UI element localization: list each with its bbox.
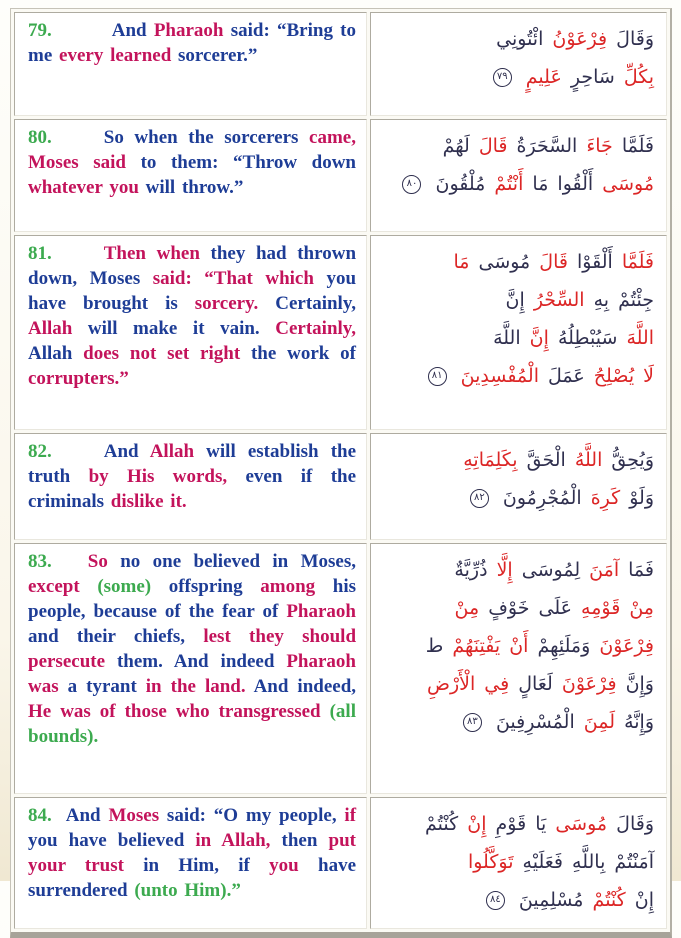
ayah-end-marker: ٨٤: [486, 891, 505, 910]
text-segment: in Allah,: [195, 830, 271, 851]
text-segment: except: [28, 576, 80, 597]
text-segment: He was of those who transgressed: [28, 701, 321, 722]
arabic-word-segment: سَاحِرٍ: [570, 66, 615, 88]
arabic-word-segment: إِنْ: [467, 813, 487, 835]
text-segment: said: “That which: [152, 268, 314, 289]
tab-indent: [52, 820, 66, 821]
text-segment: Pharaoh: [286, 601, 357, 622]
arabic-word-segment: فِرْعَوْنَ: [599, 635, 654, 657]
text-segment: in Him, if: [143, 855, 250, 876]
text-segment: will make it vain.: [87, 318, 260, 339]
arabic-word-segment: أَنْتُمْ: [494, 173, 524, 195]
text-segment: will establish the truth: [28, 441, 357, 487]
arabic-word-segment: أَلْقَوْا: [577, 251, 613, 273]
arabic-word-segment: جَاءَ: [586, 135, 613, 157]
text-segment: lest they should persecute: [28, 626, 357, 672]
arabic-word-segment: أَنْ يَفْتِنَهُمْ: [452, 635, 529, 657]
arabic-verse-text: [379, 243, 654, 395]
text-segment: Certainly,: [275, 318, 356, 339]
arabic-word-segment: مُلْقُونَ: [435, 173, 486, 195]
tab-indent: [52, 456, 104, 457]
text-segment: will throw.”: [145, 177, 244, 198]
text-segment: Allah: [149, 441, 195, 462]
english-verse-text: [28, 439, 356, 514]
arabic-word-segment: وَلَوْ: [629, 487, 654, 509]
text-segment: every learned: [59, 45, 172, 66]
arabic-word-segment: فِرْعَوْنُ: [552, 28, 608, 50]
text-segment: you: [269, 855, 299, 876]
text-segment: Allah: [28, 343, 73, 364]
verse-number: 81.: [28, 243, 52, 264]
arabic-word-segment: قَالَ: [478, 135, 508, 157]
arabic-word-segment: مُوسَى: [602, 173, 654, 195]
text-segment: (all bounds).: [28, 701, 356, 747]
arabic-verse-cell: [370, 543, 667, 794]
arabic-word-segment: فِرْعَوْنَ: [561, 673, 617, 695]
arabic-word-segment: مِنْ قَوْمِهِ: [581, 597, 654, 619]
arabic-word-segment: بِكُلِّ: [623, 66, 654, 88]
arabic-verse-cell: [370, 433, 667, 540]
text-segment: among: [260, 576, 316, 597]
text-segment: Certainly,: [275, 293, 357, 314]
arabic-word-segment: جِئْتُمْ بِهِ: [593, 289, 654, 311]
text-segment: Then when: [103, 243, 200, 264]
verse-row-82: [14, 433, 667, 540]
text-segment: (some): [97, 576, 152, 597]
ayah-end-marker: ٨٠: [402, 175, 421, 194]
arabic-word-segment: لِمُوسَى: [521, 559, 581, 581]
text-segment: in the land.: [145, 676, 246, 697]
english-verse-text: [28, 125, 356, 200]
arabic-word-segment: لَمِنَ: [583, 711, 616, 733]
english-translation-cell: [14, 797, 367, 929]
tab-indent: [52, 142, 104, 143]
arabic-word-segment: كَرِهَ: [590, 487, 621, 509]
arabic-word-segment: وَإِنَّ: [625, 673, 654, 695]
arabic-word-segment: الْحَقَّ: [526, 449, 566, 471]
verse-number: 79.: [28, 20, 52, 41]
arabic-word-segment: مُوسَى: [555, 813, 608, 835]
arabic-word-segment: سَيُبْطِلُهُ: [557, 327, 618, 349]
tab-indent: [52, 35, 112, 36]
arabic-word-segment: اللَّهَ: [626, 327, 654, 349]
ayah-end-marker: ٨١: [428, 367, 447, 386]
english-translation-cell: [14, 235, 367, 430]
english-verse-text: [28, 549, 356, 749]
arabic-word-segment: الْمُسْرِفِينَ: [495, 711, 575, 733]
ayah-end-marker: ٨٣: [463, 713, 482, 732]
arabic-word-segment: كُنْتُمْ: [425, 813, 459, 835]
text-segment: they had thrown down, Moses: [28, 243, 357, 289]
ayah-end-marker: ٧٩: [493, 68, 512, 87]
verse-row-79: [14, 12, 667, 116]
arabic-verse-text: [379, 20, 654, 96]
english-translation-cell: [14, 119, 367, 232]
arabic-verse-text: [379, 551, 654, 741]
arabic-word-segment: إِنْ: [634, 889, 654, 911]
english-verse-text: [28, 803, 356, 903]
arabic-verse-cell: [370, 12, 667, 116]
text-segment: and their chiefs,: [28, 626, 186, 647]
arabic-word-segment: أَلْقُوا مَا: [532, 173, 594, 195]
text-segment: offspring: [168, 576, 243, 597]
arabic-word-segment: آمَنَ: [589, 559, 620, 581]
arabic-word-segment: وَقَالَ: [616, 813, 654, 835]
verse-number: 80.: [28, 127, 52, 148]
text-segment: Pharaoh was: [28, 651, 357, 697]
arabic-word-segment: ط: [425, 635, 444, 657]
text-segment: came, Moses said: [28, 127, 356, 173]
arabic-word-segment: إِلَّا: [496, 559, 513, 581]
text-segment: said: “Bring to me: [28, 20, 357, 66]
text-segment: to them: “Throw down: [140, 152, 357, 173]
text-segment: then: [281, 830, 318, 851]
arabic-word-segment: الْمُجْرِمُونَ: [502, 487, 582, 509]
arabic-word-segment: فَلَمَّا: [621, 135, 654, 157]
text-segment: by His words,: [88, 466, 228, 487]
arabic-word-segment: فِي الْأَرْضِ: [426, 673, 510, 695]
text-segment: his people, because of the fear of: [28, 576, 357, 622]
arabic-word-segment: تَوَكَّلُوا: [467, 851, 514, 873]
arabic-word-segment: فَمَا: [628, 559, 654, 581]
verse-row-81: [14, 235, 667, 430]
text-segment: no one believed in Moses,: [120, 551, 356, 572]
text-segment: sorcerer.”: [178, 45, 258, 66]
arabic-word-segment: لَا يُصْلِحُ: [593, 365, 654, 387]
text-segment: Moses: [108, 805, 160, 826]
arabic-word-segment: إِنَّ: [529, 327, 549, 349]
arabic-verse-cell: [370, 235, 667, 430]
arabic-word-segment: قَالَ: [539, 251, 568, 273]
arabic-word-segment: مُسْلِمِينَ: [518, 889, 584, 911]
text-segment: you have believed: [28, 830, 185, 851]
arabic-word-segment: لَعَالٍ: [518, 673, 553, 695]
arabic-verse-text: [379, 805, 654, 919]
text-segment: does not set right: [83, 343, 241, 364]
arabic-word-segment: وَإِنَّهُ: [624, 711, 654, 733]
text-segment: So when the sorcerers: [103, 127, 299, 148]
text-segment: have surrendered: [28, 855, 357, 901]
arabic-word-segment: ذُرِّيَّةٌ: [454, 559, 488, 581]
arabic-word-segment: مِنْ: [454, 597, 480, 619]
text-segment: And: [111, 20, 147, 41]
english-verse-text: [28, 18, 356, 68]
verse-number: 83.: [28, 551, 52, 572]
ayah-end-marker: ٨٢: [470, 489, 489, 508]
text-segment: put your trust: [28, 830, 356, 876]
arabic-word-segment: وَيُحِقُّ: [611, 449, 654, 471]
text-segment: And: [65, 805, 101, 826]
tab-indent: [52, 566, 88, 567]
text-segment: even if the criminals: [28, 466, 357, 512]
arabic-word-segment: الْمُفْسِدِينَ: [460, 365, 539, 387]
text-segment: So: [87, 551, 108, 572]
arabic-word-segment: السَّحَرَةُ: [516, 135, 578, 157]
arabic-verse-cell: [370, 119, 667, 232]
verse-number: 84.: [28, 805, 52, 826]
arabic-word-segment: بِكَلِمَاتِهِ: [463, 449, 518, 471]
arabic-word-segment: عَمَلَ: [548, 365, 585, 387]
arabic-word-segment: يَا قَوْمِ: [495, 813, 547, 835]
arabic-word-segment: مَا: [453, 251, 470, 273]
text-segment: whatever you: [28, 177, 139, 198]
arabic-word-segment: وَمَلَئِهِمْ: [537, 635, 591, 657]
arabic-verse-text: [379, 441, 654, 517]
english-verse-text: [28, 241, 356, 391]
english-translation-cell: [14, 543, 367, 794]
text-segment: a tyrant: [67, 676, 137, 697]
arabic-word-segment: مُوسَى: [478, 251, 531, 273]
arabic-word-segment: عَلَى خَوْفٍ: [488, 597, 572, 619]
verse-row-84: [14, 797, 667, 929]
arabic-word-segment: إِنَّ: [505, 289, 525, 311]
text-segment: Pharaoh: [153, 20, 224, 41]
tab-indent: [52, 258, 104, 259]
text-segment: And indeed,: [253, 676, 357, 697]
verse-number: 82.: [28, 441, 52, 462]
verse-row-80: [14, 119, 667, 232]
text-segment: corrupters.”: [28, 368, 129, 389]
arabic-word-segment: لَهُمْ: [442, 135, 470, 157]
text-segment: And: [103, 441, 139, 462]
text-segment: the work of: [250, 343, 356, 364]
arabic-verse-cell: [370, 797, 667, 929]
arabic-word-segment: آمَنْتُمْ بِاللَّهِ فَعَلَيْهِ: [522, 851, 654, 873]
arabic-word-segment: السِّحْرُ: [533, 289, 585, 311]
arabic-verse-text: [379, 127, 654, 203]
arabic-word-segment: ائْتُونِي: [496, 28, 544, 50]
arabic-word-segment: فَلَمَّا: [621, 251, 654, 273]
arabic-word-segment: اللَّهَ: [493, 327, 521, 349]
text-segment: sorcery.: [194, 293, 259, 314]
verse-table: [10, 8, 672, 938]
verse-row-83: [14, 543, 667, 794]
english-translation-cell: [14, 12, 367, 116]
arabic-word-segment: كُنْتُمْ: [592, 889, 626, 911]
text-segment: dislike it.: [110, 491, 187, 512]
text-segment: if: [344, 805, 357, 826]
arabic-word-segment: عَلِيمٍ: [525, 66, 562, 88]
arabic-word-segment: اللَّهُ: [574, 449, 603, 471]
text-segment: you have brought is: [28, 268, 357, 314]
text-segment: them. And indeed: [116, 651, 275, 672]
text-segment: said: “O my people,: [166, 805, 337, 826]
text-segment: (unto Him).”: [134, 880, 241, 901]
arabic-word-segment: وَقَالَ: [616, 28, 654, 50]
text-segment: Allah: [28, 318, 73, 339]
english-translation-cell: [14, 433, 367, 540]
